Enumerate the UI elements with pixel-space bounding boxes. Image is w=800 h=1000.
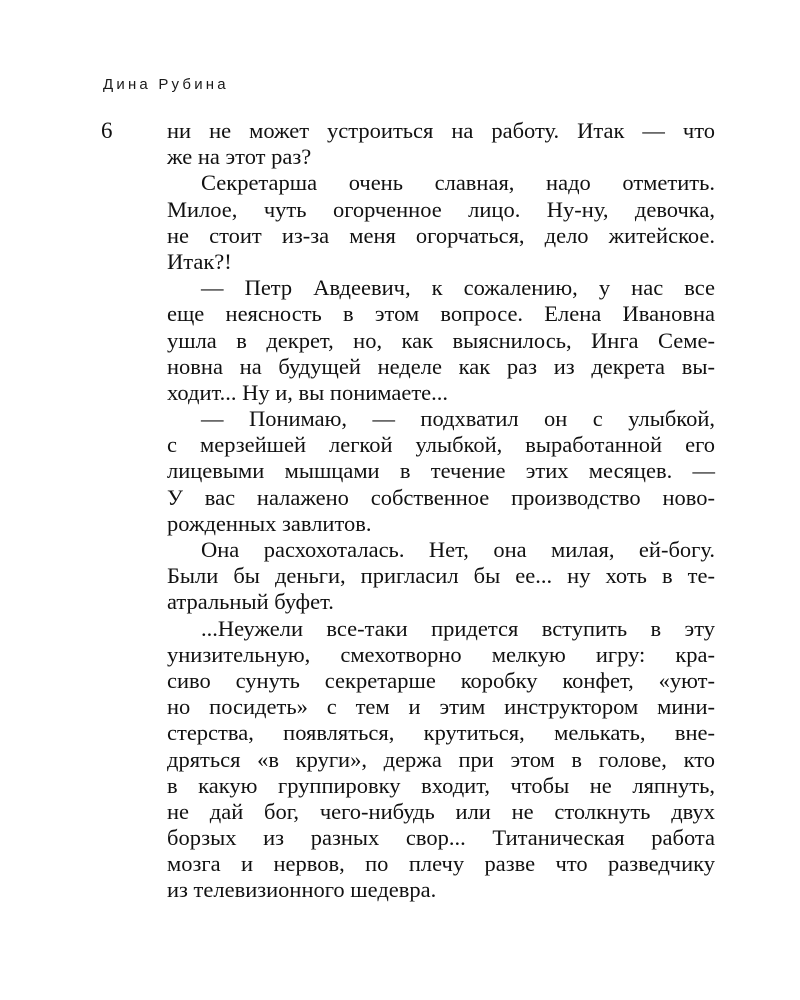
text-line: лицевыми мышцами в течение этих месяцев. —	[167, 458, 715, 484]
running-head-author: Дина Рубина	[103, 76, 229, 93]
text-line: не дай бог, чего-нибудь или не столкнуть двух	[167, 798, 715, 824]
text-line: Она расхохоталась. Нет, она милая, ей-богу.	[201, 537, 715, 562]
text-line: унизительную, смехотворно мелкую игру: кра-	[167, 641, 715, 667]
text-line: ...Неужели все-таки придется вступить в эту	[201, 615, 715, 641]
text-line: дряться «в круги», держа при этом в голове, кто	[167, 746, 715, 772]
text-line: но посидеть» с тем и этим инструктором мини-	[167, 694, 715, 720]
text-line: Секретарша очень славная, надо отметить.	[201, 170, 715, 196]
text-line: Итак?!	[167, 248, 232, 274]
text-line: У вас налажено собственное производство ново-	[167, 484, 715, 510]
text-line: — Петр Авдеевич, к сожалению, у нас все	[201, 275, 715, 301]
text-line: новна на будущей неделе как раз из декрета вы-	[167, 353, 715, 379]
text-line: сиво сунуть секретарше коробку конфет, «уют-	[167, 667, 715, 693]
text-line: же на этот раз?	[167, 144, 312, 170]
text-line: стерства, появляться, крутиться, мелькать, вне-	[167, 720, 715, 746]
text-line: борзых из разных свор... Титаническая работа	[167, 825, 715, 851]
page-number: 6	[101, 118, 113, 143]
text-line: ушла в декрет, но, как выяснилось, Инга Семе-	[167, 327, 715, 353]
text-line: еще неясность в этом вопросе. Елена Ивановна	[167, 301, 715, 327]
body-text	[167, 118, 715, 904]
text-line: из телевизионного шедевра.	[167, 877, 437, 903]
text-line: не стоит из-за меня огорчаться, дело житейское.	[167, 222, 715, 248]
text-line: рожденных завлитов.	[167, 510, 372, 536]
text-line: Были бы деньги, пригласил бы ее... ну хоть в те-	[167, 563, 715, 589]
text-line: мозга и нервов, по плечу разве что разведчику	[167, 851, 715, 877]
text-line: атральный буфет.	[167, 589, 334, 615]
text-line: ни не может устроиться на работу. Итак — что	[167, 118, 715, 143]
text-line: с мерзейшей легкой улыбкой, выработанной его	[167, 432, 715, 458]
text-line: в какую группировку входит, чтобы не ляпнуть,	[167, 772, 715, 798]
text-line: Милое, чуть огорченное лицо. Ну-ну, девочка,	[167, 196, 715, 222]
text-line: — Понимаю, — подхватил он с улыбкой,	[201, 406, 715, 432]
text-line: ходит... Ну и, вы понимаете...	[167, 379, 449, 405]
